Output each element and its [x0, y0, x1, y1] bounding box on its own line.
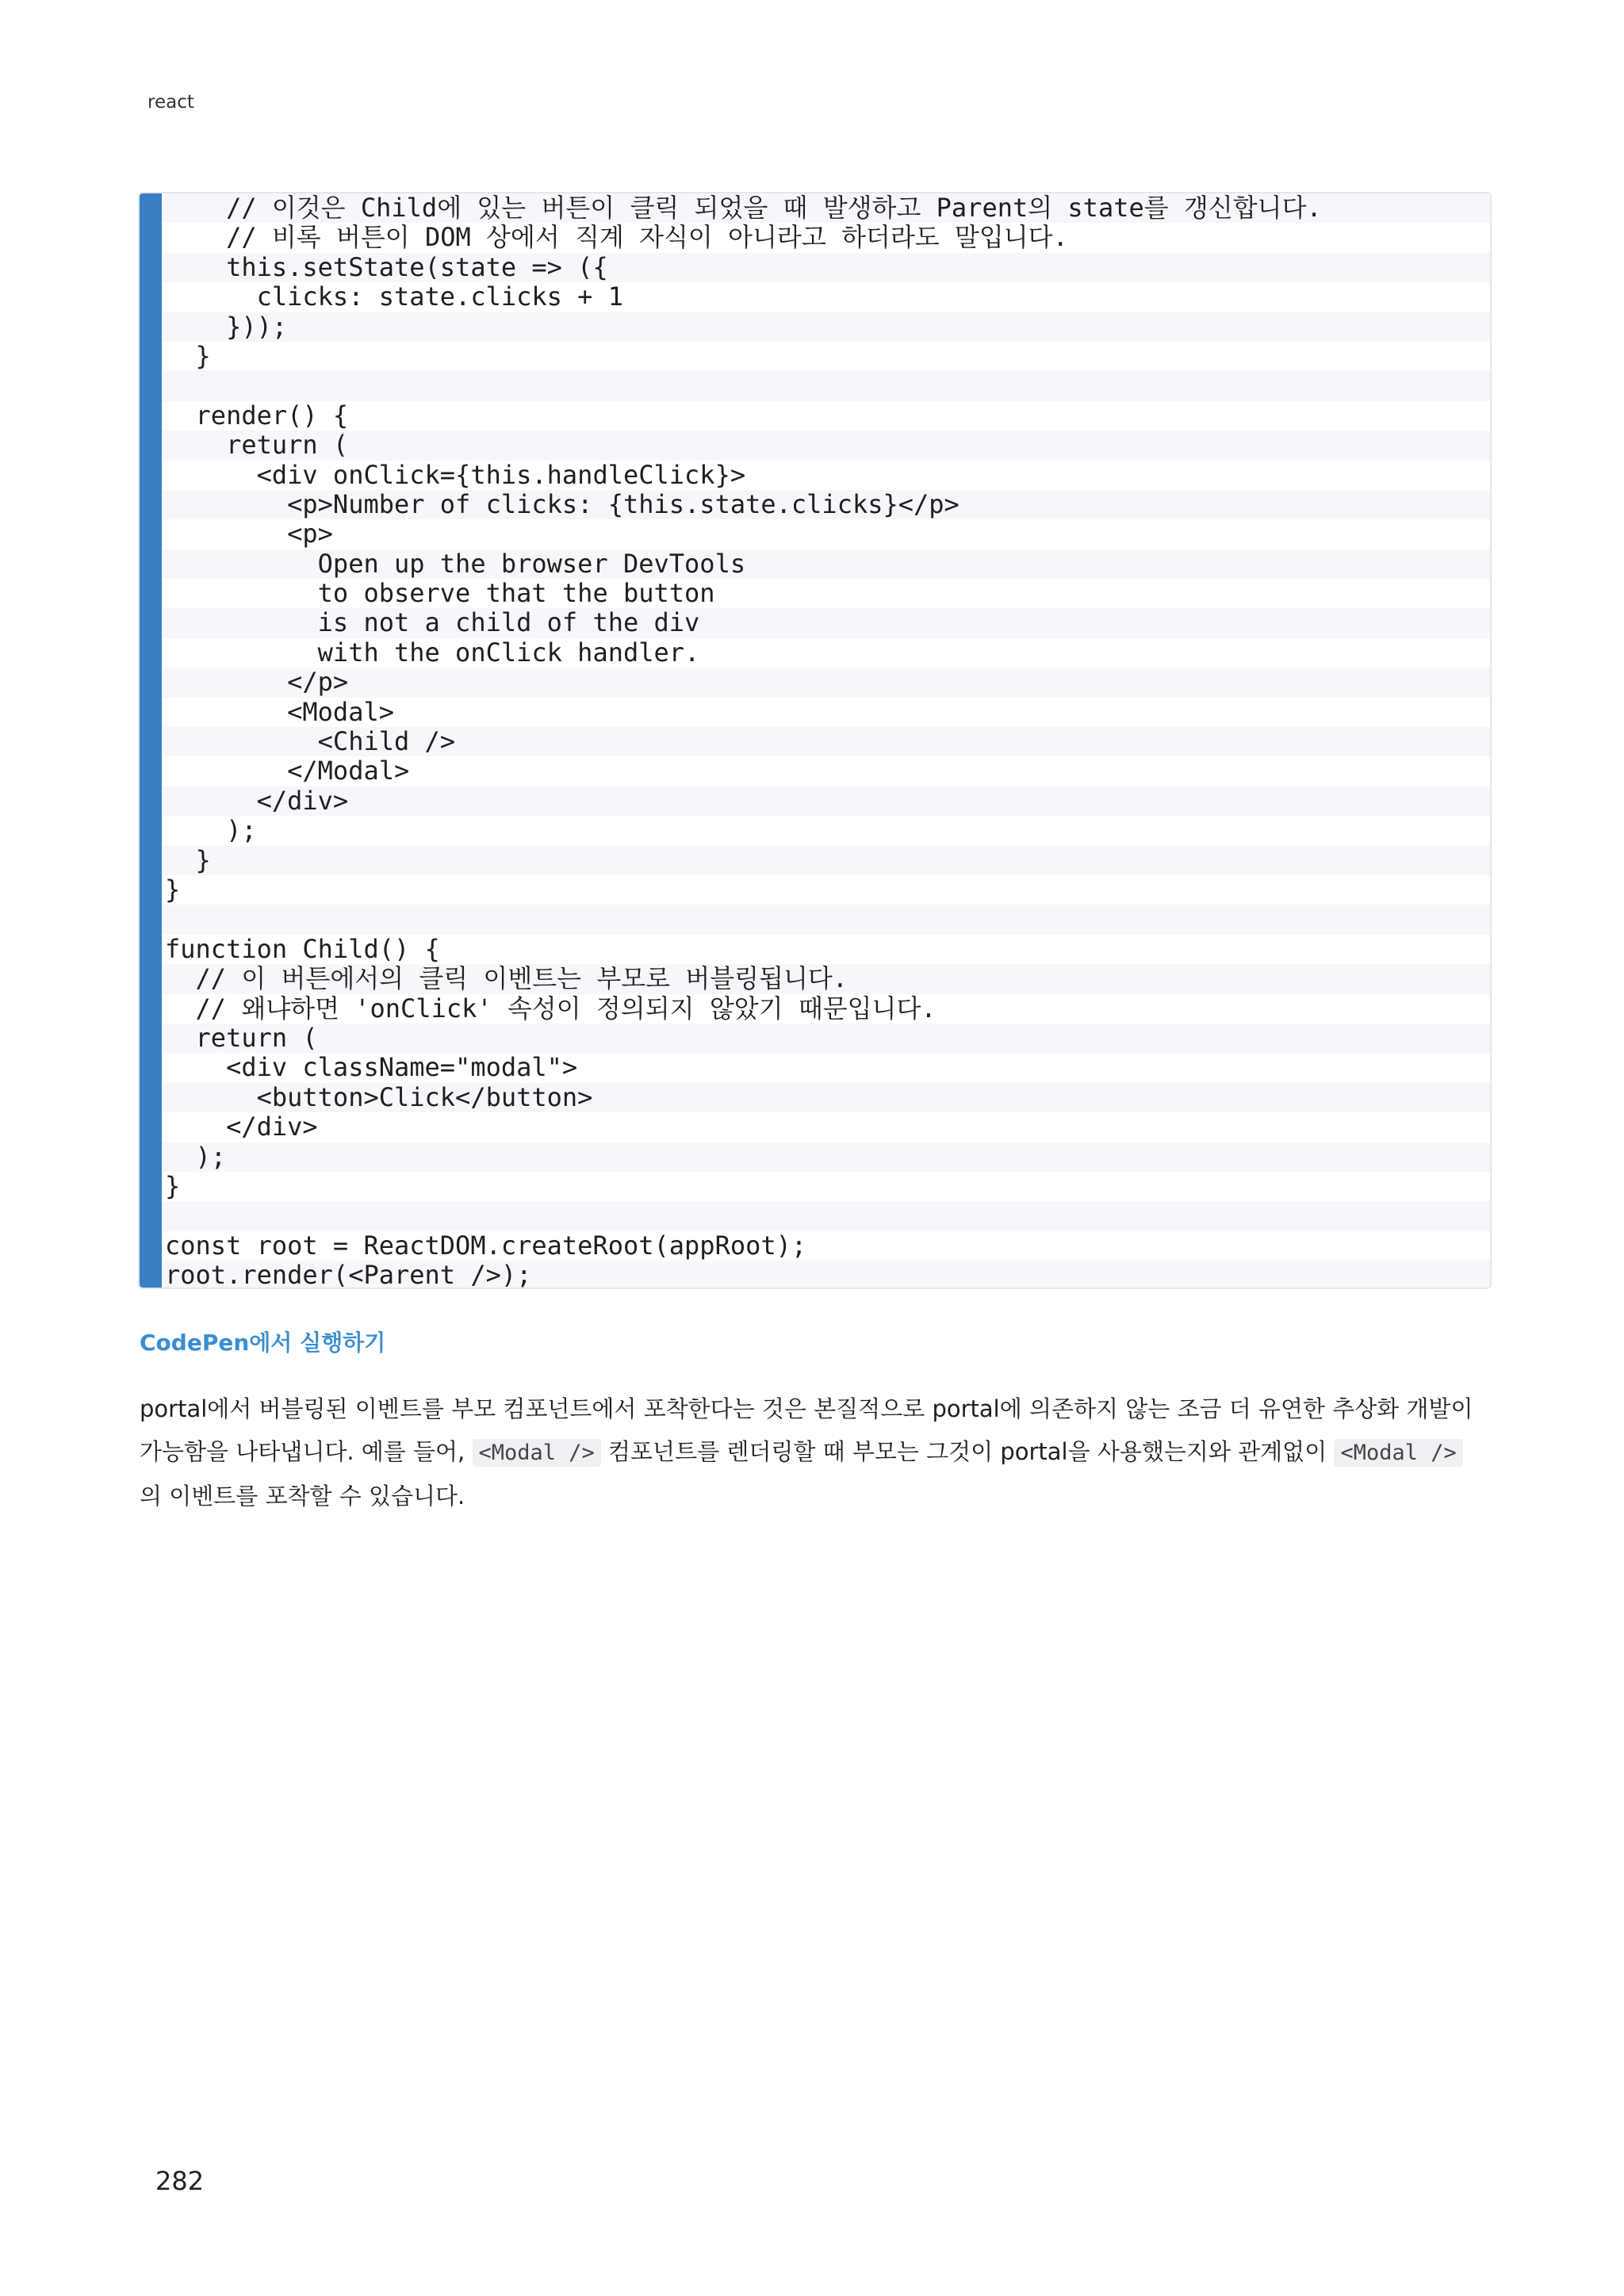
code-line: <div onClick={this.handleClick}> — [162, 461, 1490, 490]
code-line: <Modal> — [162, 698, 1490, 727]
code-block — [138, 192, 1492, 1289]
code-line: clicks: state.clicks + 1 — [162, 282, 1490, 312]
code-line: // 이것은 Child에 있는 버튼이 클릭 되었을 때 발생하고 Parent의 state를 갱신합니다. — [162, 193, 1490, 223]
code-line: </div> — [162, 1112, 1490, 1142]
code-line: <p>Number of clicks: {this.state.clicks}</p> — [162, 490, 1490, 519]
code-line: } — [162, 1172, 1490, 1201]
code-line: render() { — [162, 401, 1490, 430]
code-line: <p> — [162, 519, 1490, 549]
code-line: // 이 버튼에서의 클릭 이벤트는 부모로 버블링됩니다. — [162, 964, 1490, 993]
codepen-link[interactable]: CodePen에서 실행하기 — [140, 1330, 386, 1356]
code-line: to observe that the button — [162, 579, 1490, 608]
code-line: </p> — [162, 668, 1490, 697]
code-line: with the onClick handler. — [162, 638, 1490, 668]
code-line: } — [162, 342, 1490, 371]
code-line — [162, 371, 1490, 400]
code-lines — [162, 193, 1490, 1289]
code-line: root.render(<Parent />); — [162, 1261, 1490, 1289]
code-line: })); — [162, 312, 1490, 342]
page-number: 282 — [155, 2166, 205, 2196]
code-line — [162, 1201, 1490, 1230]
code-line: </div> — [162, 786, 1490, 816]
code-accent-bar — [140, 193, 162, 1288]
code-line: // 비록 버튼이 DOM 상에서 직계 자식이 아니라고 하더라도 말입니다. — [162, 223, 1490, 252]
code-line: <div className="modal"> — [162, 1053, 1490, 1082]
code-line: </Modal> — [162, 756, 1490, 786]
code-line: <Child /> — [162, 727, 1490, 756]
code-line: // 왜냐하면 'onClick' 속성이 정의되지 않았기 때문입니다. — [162, 994, 1490, 1024]
code-line: Open up the browser DevTools — [162, 549, 1490, 579]
code-line: this.setState(state => ({ — [162, 253, 1490, 282]
code-line: is not a child of the div — [162, 608, 1490, 637]
inline-code-modal-1: <Modal /> — [473, 1439, 601, 1467]
paragraph-text-1: portal에서 버블링된 이벤트를 부모 컴포넌트에서 포착한다는 것은 본질적으로 portal에 의존하지 않는 조금 더 유연한 추상화 개발이 가능함을 나타냅니다. 예를 들어, — [140, 1395, 1473, 1465]
code-line: function Child() { — [162, 935, 1490, 964]
code-line: ); — [162, 816, 1490, 845]
code-line: return ( — [162, 430, 1490, 460]
code-line: <button>Click</button> — [162, 1083, 1490, 1112]
code-line: const root = ReactDOM.createRoot(appRoot); — [162, 1231, 1490, 1261]
code-line: ); — [162, 1142, 1490, 1172]
paragraph-text-3: 의 이벤트를 포착할 수 있습니다. — [140, 1483, 465, 1510]
body-paragraph — [140, 1387, 1491, 1517]
paragraph-text-2: 컴포넌트를 렌더링할 때 부모는 그것이 portal을 사용했는지와 관계없이 — [600, 1438, 1335, 1465]
code-line: } — [162, 875, 1490, 905]
running-header: react — [147, 92, 194, 113]
inline-code-modal-2: <Modal /> — [1334, 1439, 1462, 1467]
code-line: return ( — [162, 1024, 1490, 1053]
code-line: } — [162, 846, 1490, 875]
code-line — [162, 905, 1490, 934]
